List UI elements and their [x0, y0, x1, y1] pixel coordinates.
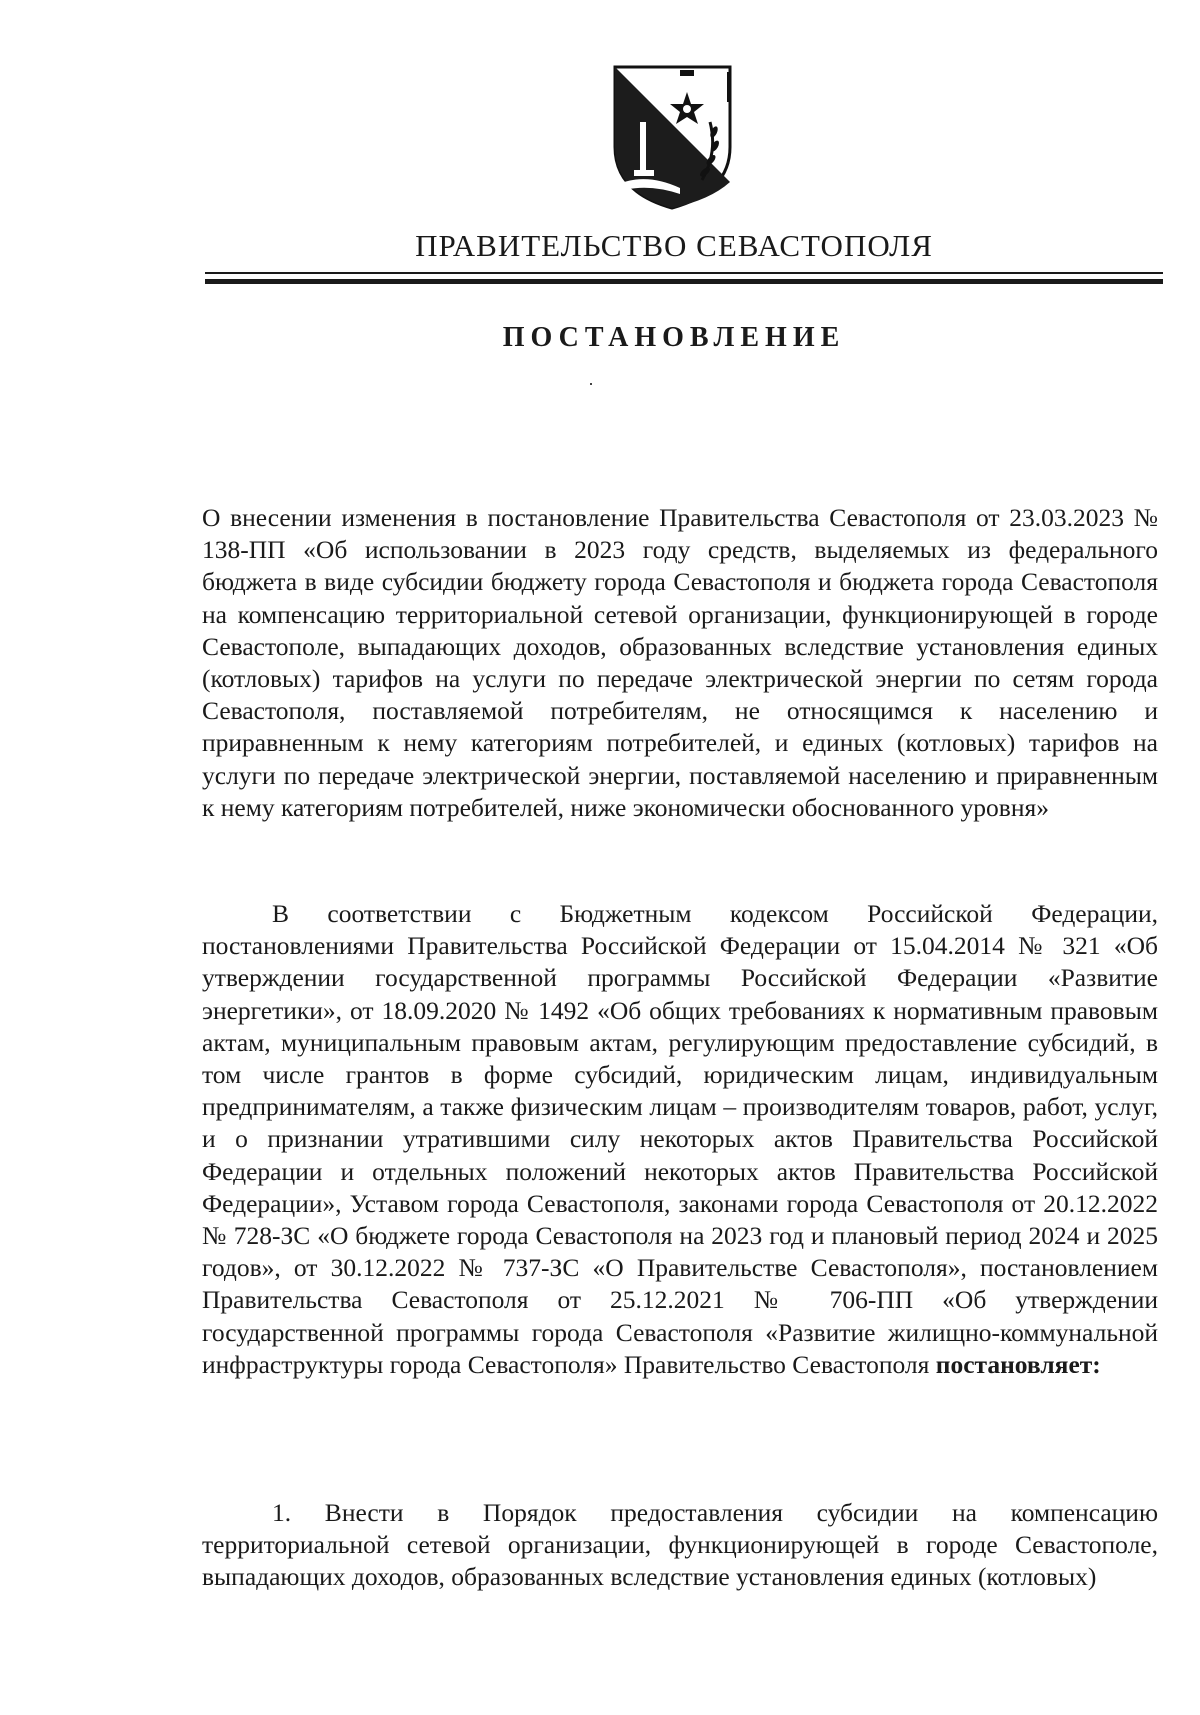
- clause-1-paragraph: 1. Внести в Порядок предоставления субсидии на компенсацию территориальной сетевой организации, функционирующей в городе Севастополе, выпадающих доходов, образованных вследствие установления единых (котловых): [202, 1498, 1158, 1592]
- preamble-paragraph: [202, 898, 1158, 1381]
- resolution-subject: О внесении изменения в постановление Правительства Севастополя от 23.03.2023 № 138-ПП «Об использовании в 2023 году средств, выделяемых из федерального бюджета в виде субсидии бюджету города Севастополя и бюджета города Севастополя на компенсацию территориальной сетевой организации, функционирующей в городе Севастополе, выпадающих доходов, образованных вследствие установления единых (котловых) тарифов на услуги по передаче электрической энергии по сетям города Севастополя, поставляемой потребителям, не относящимся к населению и приравненным к нему категориям потребителей, и единых (котловых) тарифов на услуги по передаче электрической энергии, поставляемой населению и приравненным к нему категориям потребителей, ниже экономически обоснованного уровня»: [202, 503, 1158, 822]
- header-divider-thick: [205, 279, 1163, 284]
- document-type-title: ПОСТАНОВЛЕНИЕ: [502, 322, 846, 353]
- government-name: ПРАВИТЕЛЬСТВО СЕВАСТОПОЛЯ: [415, 228, 933, 263]
- coat-of-arms-icon: [610, 62, 740, 212]
- decree-word: постановляет:: [935, 1349, 1101, 1379]
- header-divider-thin: [205, 272, 1163, 274]
- preamble-text: В соответствии с Бюджетным кодексом Российской Федерации, постановлениями Правительства Российской Федерации от 15.04.2014 № 321 «Об утверждении государственной программы Российской Федерации «Развитие энергетики», от 18.09.2020 № 1492 «Об общих требованиях к нормативным правовым актам, муниципальным правовым актам, регулирующим предоставление субсидий, в том числе грантов в форме субсидий, юридическим лицам, индивидуальным предпринимателям, а также физическим лицам – производителям товаров, работ, услуг, и о признании утратившими силу некоторых актов Правительства Российской Федерации и отдельных положений некоторых актов Правительства Российской Федерации», Уставом города Севастополя, законами города Севастополя от 20.12.2022 № 728-ЗС «О бюджете города Севастополя на 2023 год и плановый период 2024 и 2025 годов», от 30.12.2022 № 737-ЗС «О Правительстве Севастополя», постановлением Правительства Севастополя от 25.12.2021 № 706-ПП «Об утверждении государственной программы города Севастополя «Развитие жилищно-коммунальной инфраструктуры города Севастополя» Правительство Севастополя: [202, 899, 1158, 1379]
- scan-speck: [590, 383, 592, 385]
